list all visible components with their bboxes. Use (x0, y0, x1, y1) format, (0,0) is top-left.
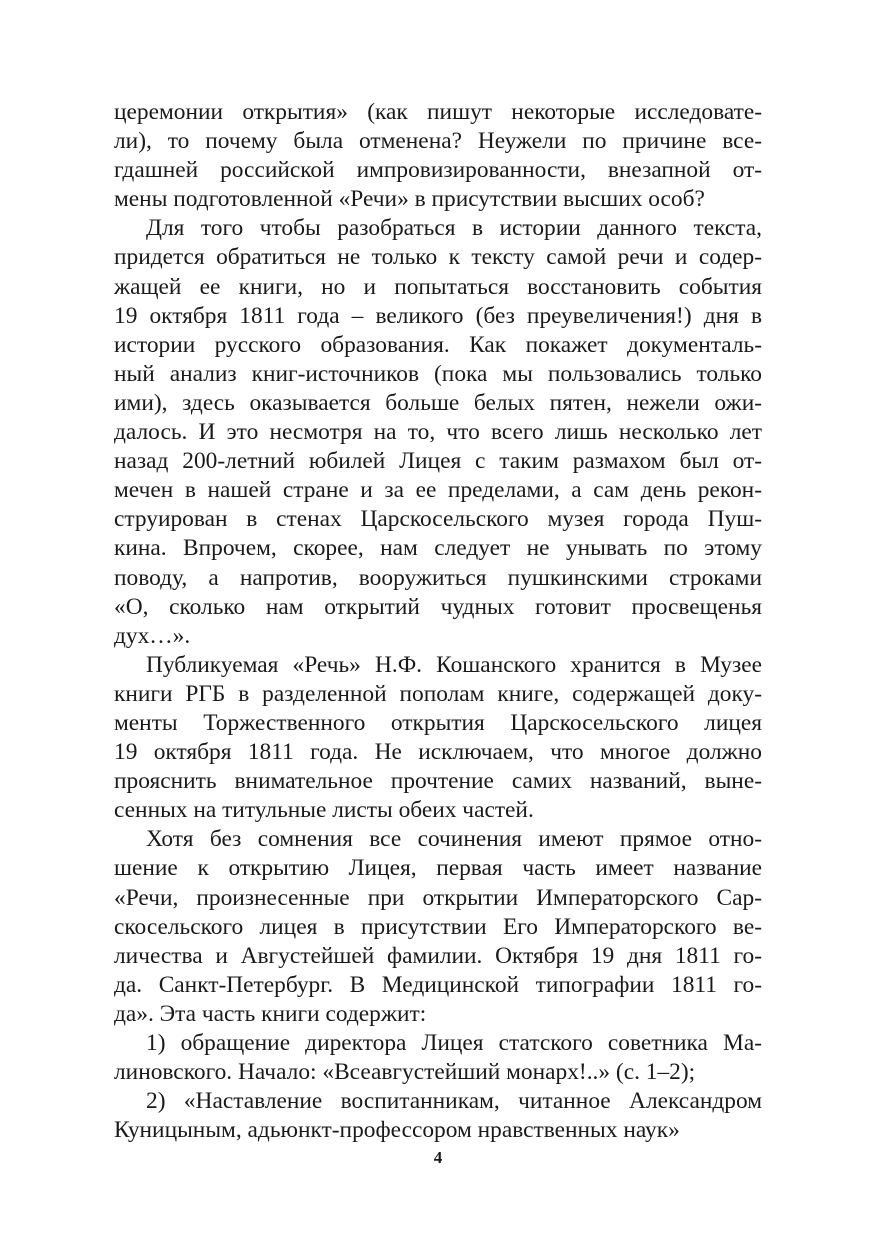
text-line: да. Санкт-Петербург. В Медицинской типографии 1811 го- (114, 971, 762, 998)
text-line: скосельского лицея в присутствии Его Императорского ве- (114, 913, 762, 940)
text-line: Куницыным, адьюнкт-профессором нравственных наук» (114, 1117, 680, 1144)
text-line: истории русского образования. Как покажет документаль- (114, 331, 762, 358)
text-line: придется обратиться не только к тексту самой речи и содер- (114, 244, 762, 271)
paragraph-3 (114, 651, 762, 826)
text-line: личества и Августейшей фамилии. Октября 19 дня 1811 го- (114, 942, 762, 969)
text-line: «О, сколько нам открытий чудных готовит просвещенья (114, 593, 762, 620)
text-line: книги РГБ в разделенной пополам книге, содержащей доку- (114, 680, 762, 707)
text-line: сенных на титульные листы обеих частей. (114, 797, 534, 824)
text-line: дух…». (114, 622, 191, 649)
text-line: жащей ее книги, но и попытаться восстановить события (114, 273, 762, 300)
text-line: 19 октября 1811 года. Не исключаем, что многое должно (114, 739, 762, 766)
body-text (114, 98, 762, 1145)
page-number: 4 (433, 1148, 443, 1167)
paragraph-6-list-item-2 (114, 1087, 762, 1145)
text-line: струирован в стенах Царскосельского музея города Пуш- (114, 506, 762, 533)
text-line: ный анализ книг-источников (пока мы пользовались только (114, 360, 762, 387)
text-line: ли), то почему была отменена? Неужели по причине все- (114, 128, 762, 155)
text-line: 2) «Наставление воспитанникам, читанное Александром (146, 1088, 762, 1115)
text-line: Для того чтобы разобраться в истории данного текста, (146, 215, 762, 242)
text-line: церемонии открытия» (как пишут некоторые исследовате- (114, 99, 762, 125)
text-line: 19 октября 1811 года – великого (без преувеличения!) дня в (114, 302, 762, 329)
text-line: далось. И это несмотря на то, что всего лишь несколько лет (114, 419, 762, 446)
text-line: линовского. Начало: «Всеавгустейший монарх!..» (с. 1–2); (114, 1059, 696, 1086)
text-line: «Речи, произнесенные при открытии Императорского Сар- (114, 884, 762, 911)
paragraph-1 (114, 98, 762, 214)
text-line: шение к открытию Лицея, первая часть имеет название (114, 855, 762, 882)
paragraph-4 (114, 825, 762, 1029)
text-line: Публикуемая «Речь» Н.Ф. Кошанского хранится в Музее (146, 651, 762, 678)
text-line: Хотя без сомнения все сочинения имеют прямое отно- (146, 826, 762, 853)
text-line: прояснить внимательное прочтение самих названий, выне- (114, 768, 762, 795)
text-line: поводу, а напротив, вооружиться пушкинскими строками (114, 564, 762, 591)
text-line: мечен в нашей стране и за ее пределами, а сам день рекон- (114, 477, 762, 504)
paragraph-2 (114, 214, 762, 650)
text-line: мены подготовленной «Речи» в присутствии высших особ? (114, 186, 705, 213)
text-line: назад 200-летний юбилей Лицея с таким размахом был от- (114, 448, 762, 475)
text-line: ими), здесь оказывается больше белых пятен, нежели ожи- (114, 389, 762, 416)
text-line: кина. Впрочем, скорее, нам следует не унывать по этому (114, 535, 762, 562)
paragraph-5-list-item-1 (114, 1029, 762, 1087)
text-line: да». Эта часть книги содержит: (114, 1000, 427, 1027)
text-line: гдашней российской импровизированности, внезапной от- (114, 157, 762, 184)
text-line: 1) обращение директора Лицея статского советника Ма- (146, 1030, 762, 1056)
text-line: менты Торжественного открытия Царскосельского лицея (114, 709, 762, 736)
